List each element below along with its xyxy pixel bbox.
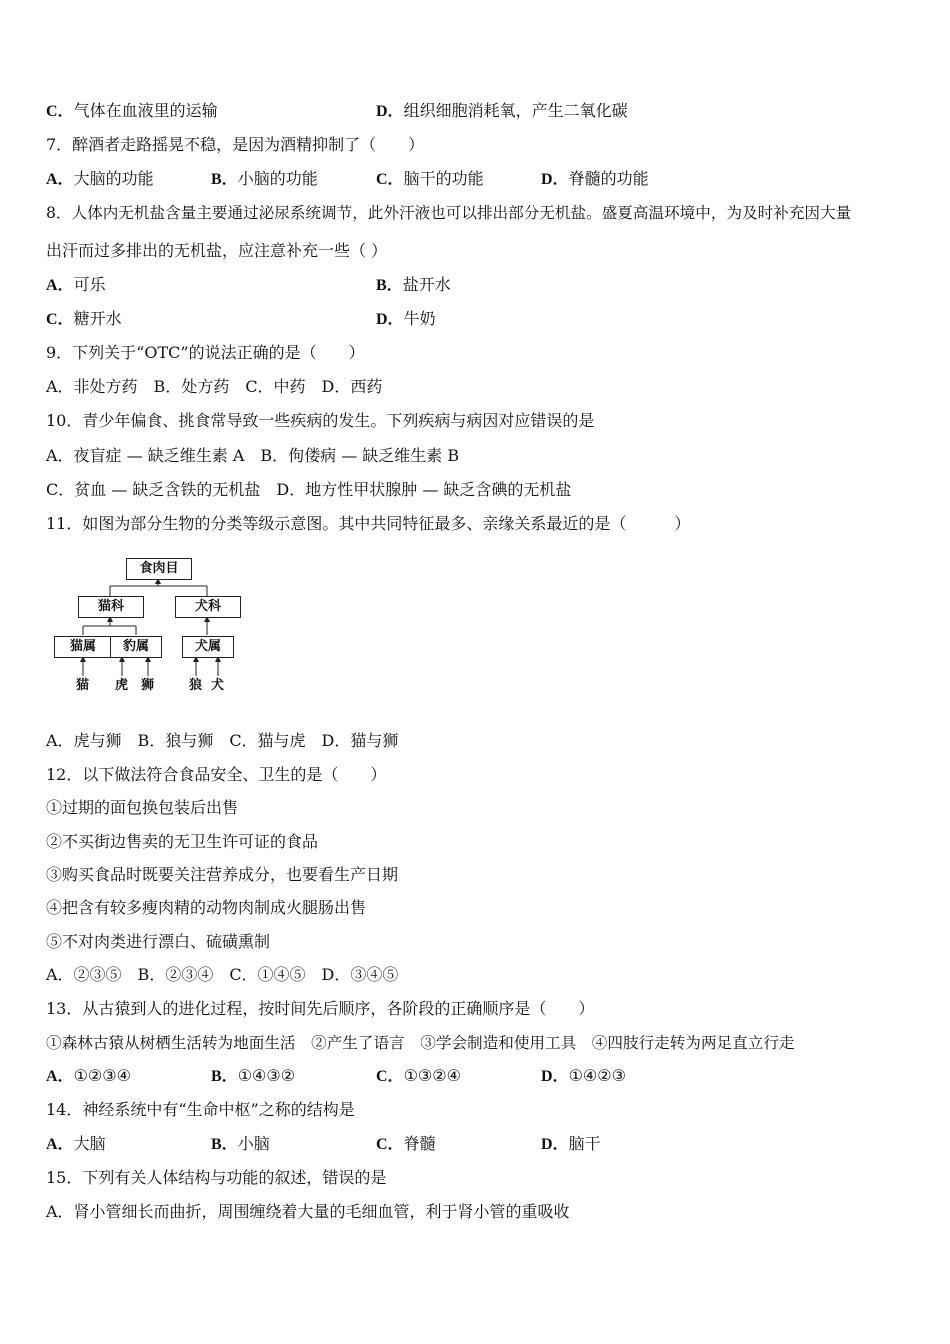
q8-option-b: B．盐开水 bbox=[376, 275, 451, 294]
q9-options: A．非处方药 B．处方药 C．中药 D．西药 bbox=[46, 377, 383, 396]
q14-option-d: D．脑干 bbox=[541, 1134, 601, 1153]
species-wolf: 狼 bbox=[189, 678, 203, 693]
q10-options-line1: A．夜盲症 — 缺乏维生素 A B．佝偻病 — 缺乏维生素 B bbox=[46, 446, 460, 465]
q8-option-d: D．牛奶 bbox=[376, 309, 436, 328]
q6-option-c: C．气体在血液里的运输 bbox=[46, 101, 218, 120]
q8-stem-line1: 8．人体内无机盐含量主要通过泌尿系统调节，此外汗液也可以排出部分无机盐。盛夏高温环境中，为及时补充因大量 bbox=[46, 204, 852, 222]
q7-option-a: A．大脑的功能 bbox=[46, 169, 154, 188]
q7-option-b: B．小脑的功能 bbox=[211, 169, 318, 188]
species-tiger: 虎 bbox=[115, 678, 129, 693]
q7-option-d: D．脊髓的功能 bbox=[541, 169, 649, 188]
node-family-cat: 猫科 bbox=[78, 596, 144, 618]
q12-item-1: ①过期的面包换包装后出售 bbox=[46, 798, 239, 817]
q12-item-3: ③购买食品时既要关注营养成分，也要看生产日期 bbox=[46, 865, 399, 884]
q12-stem: 12．以下做法符合食品安全、卫生的是（ ） bbox=[46, 765, 387, 784]
q12-options: A．②③⑤ B．②③④ C．①④⑤ D．③④⑤ bbox=[46, 965, 399, 984]
node-genus-canis: 犬属 bbox=[182, 636, 234, 658]
q9-stem: 9．下列关于“OTC”的说法正确的是（ ） bbox=[46, 343, 365, 362]
q15-stem: 15．下列有关人体结构与功能的叙述，错误的是 bbox=[46, 1168, 387, 1187]
q10-stem: 10．青少年偏食、挑食常导致一些疾病的发生。下列疾病与病因对应错误的是 bbox=[46, 411, 595, 430]
species-cat: 猫 bbox=[76, 678, 90, 693]
q13-option-d: D．①④②③ bbox=[541, 1066, 626, 1085]
q14-option-a: A．大脑 bbox=[46, 1134, 106, 1153]
q13-option-c: C．①③②④ bbox=[376, 1066, 461, 1085]
q7-stem: 7．醉酒者走路摇晃不稳，是因为酒精抑制了（ ） bbox=[46, 135, 425, 154]
q14-option-b: B．小脑 bbox=[211, 1134, 270, 1153]
q7-option-c: C．脑干的功能 bbox=[376, 169, 484, 188]
q11-options: A．虎与狮 B．狼与狮 C．猫与虎 D．猫与狮 bbox=[46, 731, 399, 750]
node-family-dog: 犬科 bbox=[175, 596, 241, 618]
q11-stem: 11．如图为部分生物的分类等级示意图。其中共同特征最多、亲缘关系最近的是（ ） bbox=[46, 514, 691, 533]
q8-option-a: A．可乐 bbox=[46, 275, 106, 294]
species-dog: 犬 bbox=[211, 678, 225, 693]
q13-items: ①森林古猿从树栖生活转为地面生活 ②产生了语言 ③学会制造和使用工具 ④四肢行走转为两足直立行走 bbox=[46, 1034, 795, 1052]
q8-stem-line2: 出汗而过多排出的无机盐，应注意补充一些（ ） bbox=[46, 241, 388, 260]
q12-item-4: ④把含有较多瘦肉精的动物肉制成火腿肠出售 bbox=[46, 898, 367, 917]
q8-option-c: C．糖开水 bbox=[46, 309, 122, 328]
node-genus-panthera: 豹属 bbox=[110, 636, 162, 658]
q12-item-5: ⑤不对肉类进行漂白、硫磺熏制 bbox=[46, 932, 271, 951]
q15-option-a: A．肾小管细长而曲折，周围缠绕着大量的毛细血管，利于肾小管的重吸收 bbox=[46, 1202, 570, 1221]
q14-stem: 14．神经系统中有“生命中枢”之称的结构是 bbox=[46, 1100, 355, 1119]
q10-options-line2: C．贫血 — 缺乏含铁的无机盐 D．地方性甲状腺肿 — 缺乏含碘的无机盐 bbox=[46, 480, 572, 499]
q6-option-d: D．组织细胞消耗氧，产生二氧化碳 bbox=[376, 101, 628, 120]
q13-option-b: B．①④③② bbox=[211, 1066, 296, 1085]
node-genus-felis: 猫属 bbox=[54, 636, 112, 658]
q13-stem: 13．从古猿到人的进化过程，按时间先后顺序，各阶段的正确顺序是（ ） bbox=[46, 999, 595, 1018]
q14-option-c: C．脊髓 bbox=[376, 1134, 436, 1153]
q12-item-2: ②不买街边售卖的无卫生许可证的食品 bbox=[46, 832, 319, 851]
species-lion: 狮 bbox=[141, 678, 155, 693]
node-order: 食肉目 bbox=[126, 558, 192, 580]
classification-diagram bbox=[50, 552, 250, 702]
q13-option-a: A．①②③④ bbox=[46, 1066, 131, 1085]
